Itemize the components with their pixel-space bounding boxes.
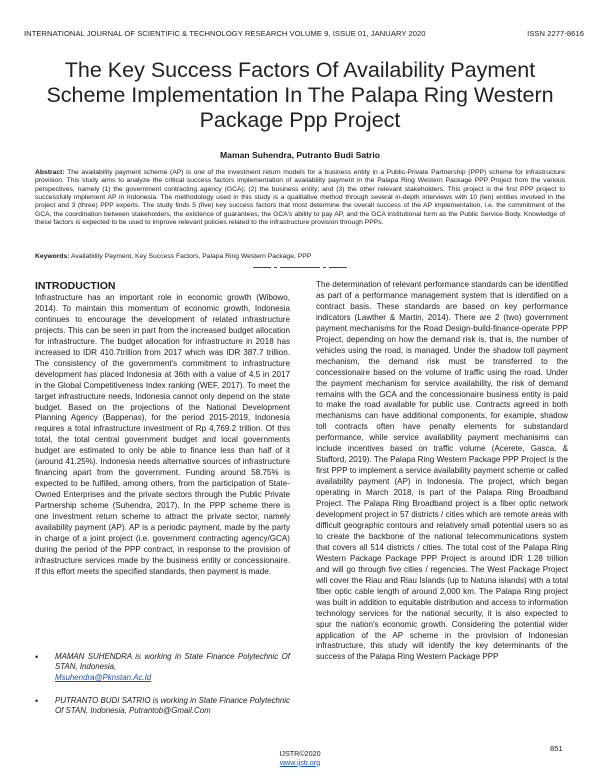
affiliation-1 [35,652,290,683]
abstract [35,169,565,227]
paper-title: The Key Success Factors Of Availability Payment Scheme Implementation In The Palapa Ring Western Package Ppp Project [46,58,554,132]
authors: Maman Suhendra, Putranto Budi Satrio [220,150,380,160]
affiliation-1-text: MAMAN SUHENDRA is working in State Finance Polytechnic Of STAN, Indonesia, [55,652,290,672]
section-divider [253,264,347,270]
introduction-heading: INTRODUCTION [35,280,116,292]
keywords-label: Keywords: [35,253,70,260]
keywords [35,253,565,261]
affiliation-2 [35,696,290,717]
left-column [35,280,290,578]
abstract-text: The availability payment scheme (AP) is one of the investment return models for a business entity in a Public-Private Partnership (PPP) scheme for infrastructure provision. This study aims to analyze the critical success factors implementation of availability payment in the Palapa Ring Western Package PPP Project from the various perspectives, namely (1) the government contracting agency (GCA); (2) the business entity; and (3) the other relevant stakeholders. This project is the first PPP project to successfully implement AP in Indonesia. The methodology used in this study is a qualitative method through several in-depth interviews with 10 (ten) entities involved in the project and 3 (three) PPP experts. The study finds 5 (five) key success factors that most determine the overall success of the AP implementation, i.e. the commitment of the GCA, the coordination between stakeholders, the existence of guarantees, the GCA's ability to pay AP, and the GCA institutional form as the Public Service Body. Knowledge of these factors is expected to be used to improve relevant policies related to the infrastructure provision through PPPs. [35,169,565,227]
abstract-label: Abstract: [35,169,65,176]
introduction-left-text: Infrastructure has an important role in economic growth (Wibowo, 2014). To maintain this momentum of economic growth, Indonesia continues to encourage the development of related infrastructure projects. This can be seen in part from the increased budget allocation for infrastructure. The budget allocation for infrastructure in 2018 has increased to IDR 410.7trillion from 2017 which was IDR 387.7 trillion. The consistency of the government's commitment to infrastructure development has placed Indonesia at 36th with a value of 4.5 in 2017 in the Global Competitiveness Index ranking (WEF, 2017). To meet the target infrastructure needs, Indonesia cannot only depend on the state budget. Based on the projections of the National Development Planning Agency (Bappenas), for the period 2015-2019, Indonesia requires a total infrastructure investment of Rp 4,769.2 trillion. Of this total, the total central government budget and local governments budget are estimated to only be able to finance less than half of it (around 41.25%). Indonesia needs alternative sources of infrastructure financing apart from the government. Funding around 58.75% is expected to be fulfilled, among others, from the participation of State-Owned Enterprises and the private sectors through the Public Private Partnership scheme (Suhendra, 2017). In the PPP scheme there is one investment return scheme to attract the private sector, namely availability payment (AP). AP is a periodic payment, made by the party in charge of a joint project (i.e. government contracting agency/GCA) during the period of the PPP contract, in response to the provision of infrastructure services made by the business entity or concessionaire. If this effort meets the specified standards, then payment is made. [35,293,290,576]
issn: ISSN 2277-8616 [527,29,584,38]
keywords-text: Availability Payment, Key Success Factors, Palapa Ring Western Package, PPP [69,253,312,260]
introduction-right-text: The determination of relevant performance standards can be identified as part of a performance management system that is identified on a contract basis. These standards are based on key performance indicators (Lawther & Martin, 2014). There are 2 (two) government payment mechanisms for the Road Design-build-finance-operate PPP Project, depending on how the demand risk is, that is, the number of vehicles using the road, is managed. Under the shadow toll payment mechanism, the demand risk must be transferred to the concessionaire based on the volume of traffic using the road. Under the payment mechanism for service availability, the risk of demand remains with the GCA and the concessionaire business entity is paid to make the road available for public use. Contracts agreed in both mechanisms can have additional components, for example, shadow toll contracts often have penalty elements for substandard performance, while service availability payment mechanisms can include incentives based on traffic volume (Acerete, Gasca, & Stafford, 2019). The Palapa Ring Western Package PPP Project is the first PPP to implement a service availability payment scheme or called availability payment (AP) in Indonesia. The project, which began operating in March 2018, is part of the Palapa Ring Broadband Project. The Palapa Ring Broadband project is a fiber optic network development project in 57 districts / cities which are remote areas with difficult geographic contours and relatively small potential users so as to create the backbone of the national telecommunications system that covers all 514 districts / cities. The total cost of the Palapa Ring Western Package Package PPP Project is around IDR 1.28 trillion and will go through five cities / regencies. The West Package Project will cover the Riau and Riau Islands (up to Natuna islands) with a total fiber optic cable length of around 2,000 km. The Palapa Ring project was built in addition to equitable distribution and access to information technology services for the national security, it is also expected to spur the nation's economic growth. Considering the potential wider application of the AP scheme in the provision of Indonesian infrastructure, this study will identify the key determinants of the success of the Palapa Ring Western Package PPP [316,280,568,662]
author-1-email-link[interactable]: Msuhendra@Pknstan.Ac.Id [55,672,152,682]
right-column [316,280,568,663]
footer-url-link[interactable]: www.ijstr.org [279,757,321,767]
affiliation-2-text: PUTRANTO BUDI SATRIO is working in State Finance Polytechnic Of STAN, Indonesia, Putrantob@Gmail.Com [55,696,290,716]
running-head [24,29,584,38]
bullet-icon: • [35,652,39,662]
page-number: 851 [550,744,563,753]
footer-code: IJSTR©2020 [279,749,321,758]
journal-name: INTERNATIONAL JOURNAL OF SCIENTIFIC & TECHNOLOGY RESEARCH VOLUME 9, ISSUE 01, JANUARY 2020 [24,29,426,38]
bullet-icon: • [35,696,39,706]
page-footer [0,750,600,767]
